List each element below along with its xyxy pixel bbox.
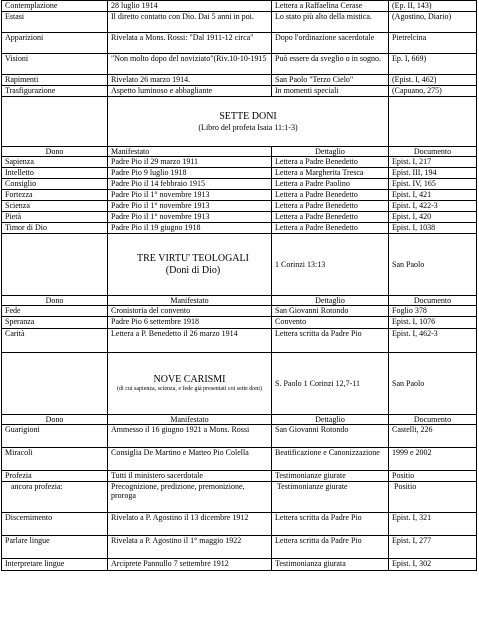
detail-cell: Può essere da sveglio o in sogno. [272, 54, 389, 75]
column-header: Dono [2, 415, 108, 425]
table-row [2, 12, 477, 33]
section-title: TRE VIRTU' TEOLOGALI [137, 253, 249, 264]
manifest-cell: Lettera a P. Benedetto il 26 marzo 1914 [108, 329, 272, 353]
manifest-cell: Padre Pio il 1° novembre 1913 [108, 190, 272, 201]
section-title-cell [108, 353, 272, 415]
document-cell: (Ep. II, 143) [389, 1, 477, 12]
detail-cell: Lo stato più alto della mistica. [272, 12, 389, 33]
manifest-cell: Padre Pio il 1° novembre 1913 [108, 212, 272, 223]
manifest-cell: Padre Pio il 19 giugno 1918 [108, 223, 272, 234]
section-header-tre-virtu [2, 234, 477, 296]
table-row [2, 212, 477, 223]
detail-cell: Dopo l'ordinazione sacerdotale [272, 33, 389, 54]
detail-cell: Testimonianze giurate [272, 471, 389, 482]
gift-cell: Scienza [2, 201, 108, 212]
gift-cell: Pietà [2, 212, 108, 223]
gift-cell: Timor di Dio [2, 223, 108, 234]
gift-cell: Profezia [2, 471, 108, 482]
gift-cell: Estasi [2, 12, 108, 33]
document-cell: Epist. I, 1076 [389, 317, 477, 329]
manifest-cell: Il diretto contatto con Dio. Dai 5 anni in poi. [108, 12, 272, 33]
gift-cell: Apparizioni [2, 33, 108, 54]
table-row [2, 471, 477, 482]
manifest-cell: Padre Pio il 1° novembre 1913 [108, 201, 272, 212]
section-reference: S. Paolo 1 Corinzi 12,7-11 [272, 353, 389, 415]
table-row [2, 168, 477, 179]
detail-cell: Testimonianza giurata [272, 559, 389, 571]
document-cell: (Epist. I, 462) [389, 75, 477, 86]
manifest-cell: Tutti il ministero sacerdotale [108, 471, 272, 482]
gift-cell: Speranza [2, 317, 108, 329]
table-row [2, 157, 477, 168]
manifest-cell: 28 luglio 1914 [108, 1, 272, 12]
manifest-cell: Aspetto luminoso e abbagliante [108, 86, 272, 97]
table-row [2, 75, 477, 86]
detail-cell: Lettera scritta da Padre Pio [272, 329, 389, 353]
manifest-cell: Padre Pio 6 settembre 1918 [108, 317, 272, 329]
column-header: Documento [389, 296, 477, 306]
document-cell: Epist. I, 277 [389, 536, 477, 559]
detail-cell: Lettera a Padre Benedetto [272, 223, 389, 234]
manifest-cell: Precognizione, predizione, premonizione, proroga [108, 482, 272, 513]
detail-cell: Lettera a Padre Benedetto [272, 157, 389, 168]
section-header-nove-carismi [2, 353, 477, 415]
table-row [2, 54, 477, 75]
column-header: Dettaglio [272, 415, 389, 425]
document-cell: Epist. III, 194 [389, 168, 477, 179]
gift-cell: Rapimenti [2, 75, 108, 86]
column-header-row [2, 415, 477, 425]
section-reference: 1 Corinzi 13:13 [272, 234, 389, 296]
document-cell: Epist. I, 302 [389, 559, 477, 571]
document-cell: Foglio 378 [389, 306, 477, 317]
gift-cell: Guarigioni [2, 425, 108, 448]
table-row [2, 190, 477, 201]
table-row [2, 223, 477, 234]
manifest-cell: Cronistoria del convento [108, 306, 272, 317]
section-title: NOVE CARISMI [153, 374, 226, 385]
gift-cell: Miracoli [2, 448, 108, 471]
document-cell: Pietrelcina [389, 33, 477, 54]
column-header-row [2, 296, 477, 306]
column-header: Dettaglio [272, 147, 389, 157]
detail-cell: Lettera scritta da Padre Pio [272, 536, 389, 559]
table-row [2, 1, 477, 12]
detail-cell: San Giovanni Rotondo [272, 306, 389, 317]
gift-cell: Sapienza [2, 157, 108, 168]
gift-cell: Consiglio [2, 179, 108, 190]
section-author: San Paolo [389, 353, 477, 415]
manifest-cell: "Non molto dopo del noviziato"(Riv.10-10-1915 [108, 54, 272, 75]
manifest-cell: Ammesso il 16 giugno 1921 a Mons. Rossi [108, 425, 272, 448]
table-row [2, 317, 477, 329]
section-title-cell [108, 97, 389, 147]
detail-cell: Lettera a Margherita Tresca [272, 168, 389, 179]
document-cell: Epist. I, 321 [389, 513, 477, 536]
column-header: Dettaglio [272, 296, 389, 306]
section-subtitle: (Libro del profeta Isaia 11:1-3) [198, 123, 298, 132]
column-header: Manifestato [108, 415, 272, 425]
detail-cell: Lettera a Padre Benedetto [272, 212, 389, 223]
document-cell: Ep. I, 669) [389, 54, 477, 75]
column-header: Dono [2, 147, 108, 157]
section-title-cell [108, 234, 272, 296]
manifest-cell: Padre Pio il 29 marzo 1911 [108, 157, 272, 168]
detail-cell: San Paolo "Terzo Cielo" [272, 75, 389, 86]
document-cell: (Capuano, 275) [389, 86, 477, 97]
gift-cell: Interpretare lingue [2, 559, 108, 571]
manifest-cell: Rivelata a P. Agostino il 1° maggio 1922 [108, 536, 272, 559]
column-header: Documento [389, 147, 477, 157]
table-row [2, 425, 477, 448]
document-cell: Positio [389, 482, 477, 513]
detail-cell: Convento [272, 317, 389, 329]
document-cell: Epist. I, 462-3 [389, 329, 477, 353]
gift-cell: ancora profezia: [2, 482, 108, 513]
detail-cell: Lettera a Padre Benedetto [272, 201, 389, 212]
section-subtitle: (Doni di Dio) [165, 265, 221, 276]
document-cell: Castelli, 226 [389, 425, 477, 448]
manifest-cell: Padre Pio il 14 febbraio 1915 [108, 179, 272, 190]
column-header: Manifestato [108, 296, 272, 306]
detail-cell: Beatificazione e Canonizzazione [272, 448, 389, 471]
manifest-cell: Rivelata a Mons. Rossi: "Dal 1911-12 circa" [108, 33, 272, 54]
document-cell: Epist. I, 422-3 [389, 201, 477, 212]
gift-cell: Carità [2, 329, 108, 353]
detail-cell: San Giovanni Rotondo [272, 425, 389, 448]
manifest-cell: Consiglia De Martino e Matteo Pio Colella [108, 448, 272, 471]
column-header: Manifestato [108, 147, 272, 157]
detail-cell: In momenti speciali [272, 86, 389, 97]
document-cell: Epist. I, 421 [389, 190, 477, 201]
column-header: Dono [2, 296, 108, 306]
gift-cell: Discernimento [2, 513, 108, 536]
column-header: Documento [389, 415, 477, 425]
table-row [2, 448, 477, 471]
table-row [2, 559, 477, 571]
gift-cell: Parlare lingue [2, 536, 108, 559]
table-row [2, 201, 477, 212]
document-cell: 1999 e 2002 [389, 448, 477, 471]
table-row [2, 86, 477, 97]
table-row [2, 482, 477, 513]
section-note: (di cui sapienza, scienza, e fede già presentati coi sette doni) [117, 386, 262, 392]
detail-cell: Lettera scritta da Padre Pio [272, 513, 389, 536]
manifest-cell: Rivelato 26 marzo 1914. [108, 75, 272, 86]
gift-cell: Contemplazione [2, 1, 108, 12]
table-row [2, 179, 477, 190]
gift-cell: Fede [2, 306, 108, 317]
document-cell: Positio [389, 471, 477, 482]
manifest-cell: Padre Pio 9 luglio 1918 [108, 168, 272, 179]
table-row [2, 329, 477, 353]
gifts-table [1, 0, 477, 571]
detail-cell: Lettera a Padre Benedetto [272, 190, 389, 201]
column-header-row [2, 147, 477, 157]
gift-cell: Fortezza [2, 190, 108, 201]
section-title: SETTE DONI [219, 111, 277, 122]
document-cell: Epist. IV, 165 [389, 179, 477, 190]
manifest-cell: Rivelato a P. Agostino il 13 dicembre 1912 [108, 513, 272, 536]
document-cell: Epist. I, 420 [389, 212, 477, 223]
table-row [2, 306, 477, 317]
section-author: San Paolo [389, 234, 477, 296]
table-row [2, 33, 477, 54]
table-row [2, 513, 477, 536]
document-cell: Epist. I, 217 [389, 157, 477, 168]
section-header-sette-doni [2, 97, 477, 147]
gift-cell: Visioni [2, 54, 108, 75]
document-cell: (Agostino, Diario) [389, 12, 477, 33]
detail-cell: Lettera a Padre Paolino [272, 179, 389, 190]
manifest-cell: Arciprete Pannullo 7 settembre 1912 [108, 559, 272, 571]
gift-cell: Intelletto [2, 168, 108, 179]
table-row [2, 536, 477, 559]
detail-cell: Testimonianze giurate [272, 482, 389, 513]
gift-cell: Trasfigurazione [2, 86, 108, 97]
detail-cell: Lettera a Raffaelina Cerase [272, 1, 389, 12]
document-cell: Epist. I, 1038 [389, 223, 477, 234]
